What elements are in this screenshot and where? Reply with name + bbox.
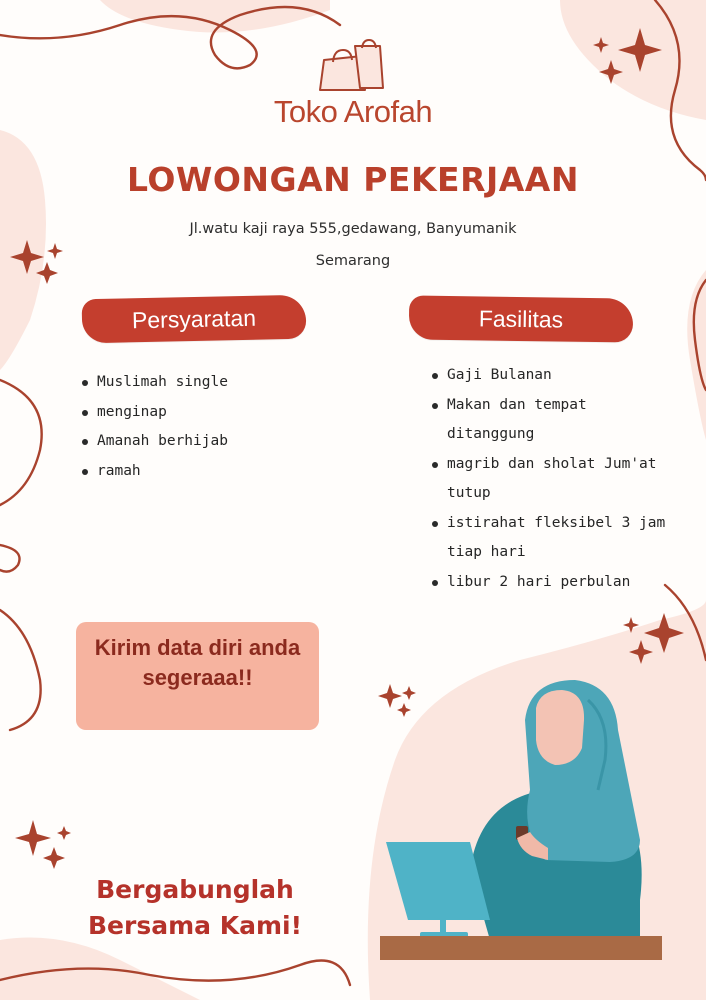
facilities-list [430, 361, 680, 597]
list-item [430, 568, 680, 598]
list-item [430, 361, 680, 391]
bullet-icon [82, 380, 88, 386]
list-item [430, 450, 680, 480]
swirl-left-low [0, 545, 20, 572]
list-item [80, 398, 340, 428]
list-item-text: ramah [97, 462, 141, 479]
slogan-line: Bersama Kami! [88, 911, 302, 940]
swirl-left-mid [0, 380, 42, 505]
bullet-icon [82, 439, 88, 445]
bullet-icon [82, 410, 88, 416]
sparkle-icon [402, 686, 416, 700]
list-item-continued [430, 538, 680, 568]
slogan-line: Bergabunglah [96, 875, 294, 904]
join-us-slogan [60, 872, 330, 944]
sparkle-icon [378, 684, 402, 708]
cta-line: segeraaa!! [142, 665, 253, 690]
requirements-list [80, 368, 340, 486]
list-item-continued [430, 479, 680, 509]
list-item [80, 427, 340, 457]
sparkle-icon [15, 820, 51, 856]
list-item-text: Muslimah single [97, 374, 228, 390]
requirements-heading: Persyaratan [82, 295, 307, 344]
cta-line: Kirim data diri anda [94, 635, 301, 660]
list-item-text: libur 2 hari perbulan [447, 573, 631, 590]
address-line: Jl.watu kaji raya 555,gedawang, Banyumanik [189, 221, 517, 237]
store-name: Toko Arofah [273, 94, 433, 129]
bullet-icon [432, 580, 438, 586]
swirl-left-bottom [0, 610, 41, 730]
list-item-text: Makan dan tempat [447, 396, 587, 413]
sparkle-icon [57, 826, 71, 840]
bullet-icon [82, 469, 88, 475]
bullet-icon [432, 403, 438, 409]
facilities-heading: Fasilitas [409, 295, 634, 342]
list-item-text: menginap [97, 403, 167, 420]
bullet-icon [432, 521, 438, 527]
list-item [430, 391, 680, 421]
list-item-text: magrib dan sholat Jum'at [447, 455, 657, 472]
sparkle-icon [397, 703, 411, 717]
bullet-icon [432, 462, 438, 468]
list-item-continued [430, 420, 680, 450]
list-item-text: ditanggung [447, 426, 535, 442]
sparkle-icon [43, 847, 65, 869]
list-item-text: istirahat fleksibel 3 jam [447, 514, 666, 531]
list-item [80, 368, 340, 398]
list-item [430, 509, 680, 539]
shopping-bags-icon [320, 40, 383, 90]
address-city: Semarang [315, 253, 391, 269]
page-title: LOWONGAN PEKERJAAN [127, 160, 579, 199]
cta-text [76, 633, 319, 693]
store-address [0, 213, 706, 277]
list-item-text: Amanah berhijab [97, 433, 228, 449]
list-item-text: Gaji Bulanan [447, 367, 552, 383]
bullet-icon [432, 373, 438, 379]
pink-blob-top [100, 0, 330, 33]
list-item-text: tiap hari [447, 544, 526, 560]
list-item-text: tutup [447, 485, 491, 501]
list-item [80, 457, 340, 487]
